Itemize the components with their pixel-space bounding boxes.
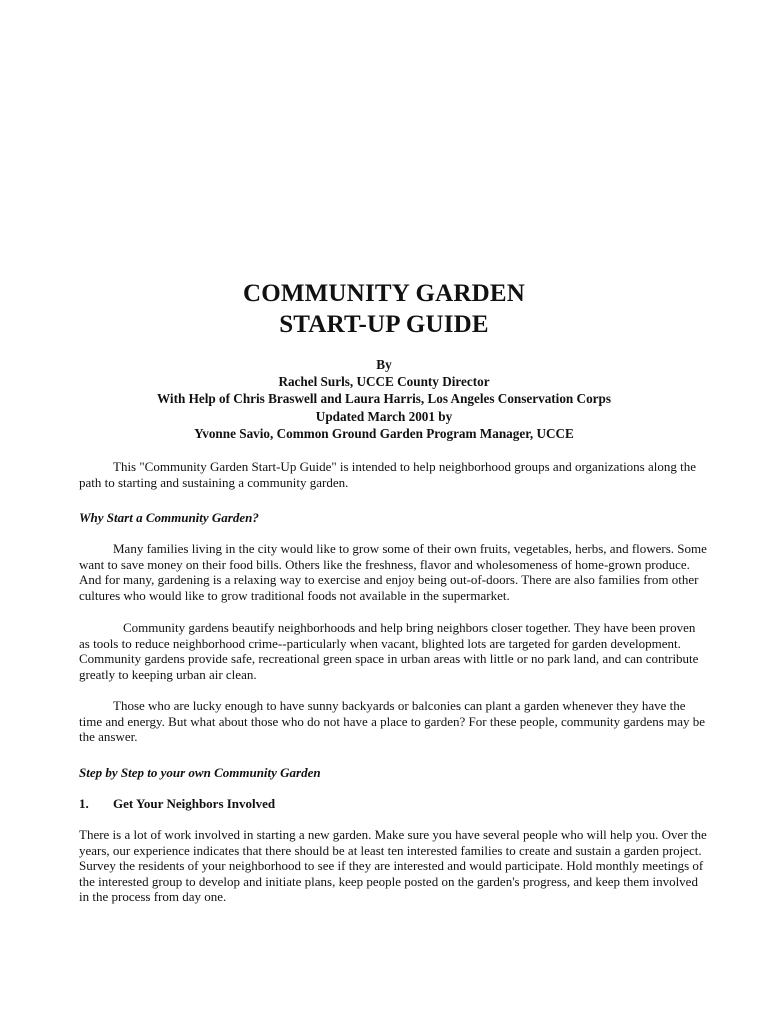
byline-updated: Updated March 2001 by <box>315 408 453 424</box>
why-paragraph-3: Those who are lucky enough to have sunny backyards or balconies can plant a garden whenever they have the time and energy. But what about those who do not have a place to garden? For these people, community gardens may be the answer. <box>79 698 705 745</box>
title-line-1: COMMUNITY GARDEN <box>242 280 526 307</box>
step-1-number: 1. <box>79 796 89 811</box>
why-paragraph-2: Community gardens beautify neighborhoods and help bring neighbors closer together. They have been proven as tools to reduce neighborhood crime--particularly when vacant, blighted lots are targeted for garden development. Community gardens provide safe, recreational green space in urban areas with little or no park land, and can contribute greatly to keeping urban air clean. <box>79 620 699 682</box>
why-paragraph-1: Many families living in the city would like to grow some of their own fruits, vegetables, herbs, and flowers. Some want to save money on their food bills. Others like the freshness, flavor and wholesomeness of home-grown produce. And for many, gardening is a relaxing way to exercise and enjoy being out-of-doors. There are also families from other cultures who would like to grow traditional foods not available in the supermarket. <box>79 541 707 603</box>
byline-author: Rachel Surls, UCCE County Director <box>278 374 490 390</box>
document-title <box>0 278 768 340</box>
byline <box>0 356 768 442</box>
section-heading-steps: Step by Step to your own Community Garden <box>79 765 321 780</box>
step-1-title: Get Your Neighbors Involved <box>113 796 276 811</box>
step-1-paragraph: There is a lot of work involved in starting a new garden. Make sure you have several people who will help you. Over the years, our experience indicates that there should be at least ten interested families to create and sustain a garden project. Survey the residents of your neighborhood to see if they are interested and would participate. Hold monthly meetings of the interested group to develop and initiate plans, keep people posted on the garden's progress, and keep them involved in the process from day one. <box>79 827 707 905</box>
step-1-heading <box>79 796 275 812</box>
intro-paragraph: This "Community Garden Start-Up Guide" is intended to help neighborhood groups and organizations along the path to starting and sustaining a community garden. <box>79 459 697 490</box>
byline-by: By <box>376 357 392 372</box>
title-line-2: START-UP GUIDE <box>279 311 489 338</box>
byline-updater: Yvonne Savio, Common Ground Garden Program Manager, UCCE <box>194 425 574 441</box>
byline-contributors: With Help of Chris Braswell and Laura Harris, Los Angeles Conservation Corps <box>156 391 611 407</box>
section-heading-why: Why Start a Community Garden? <box>79 510 259 525</box>
